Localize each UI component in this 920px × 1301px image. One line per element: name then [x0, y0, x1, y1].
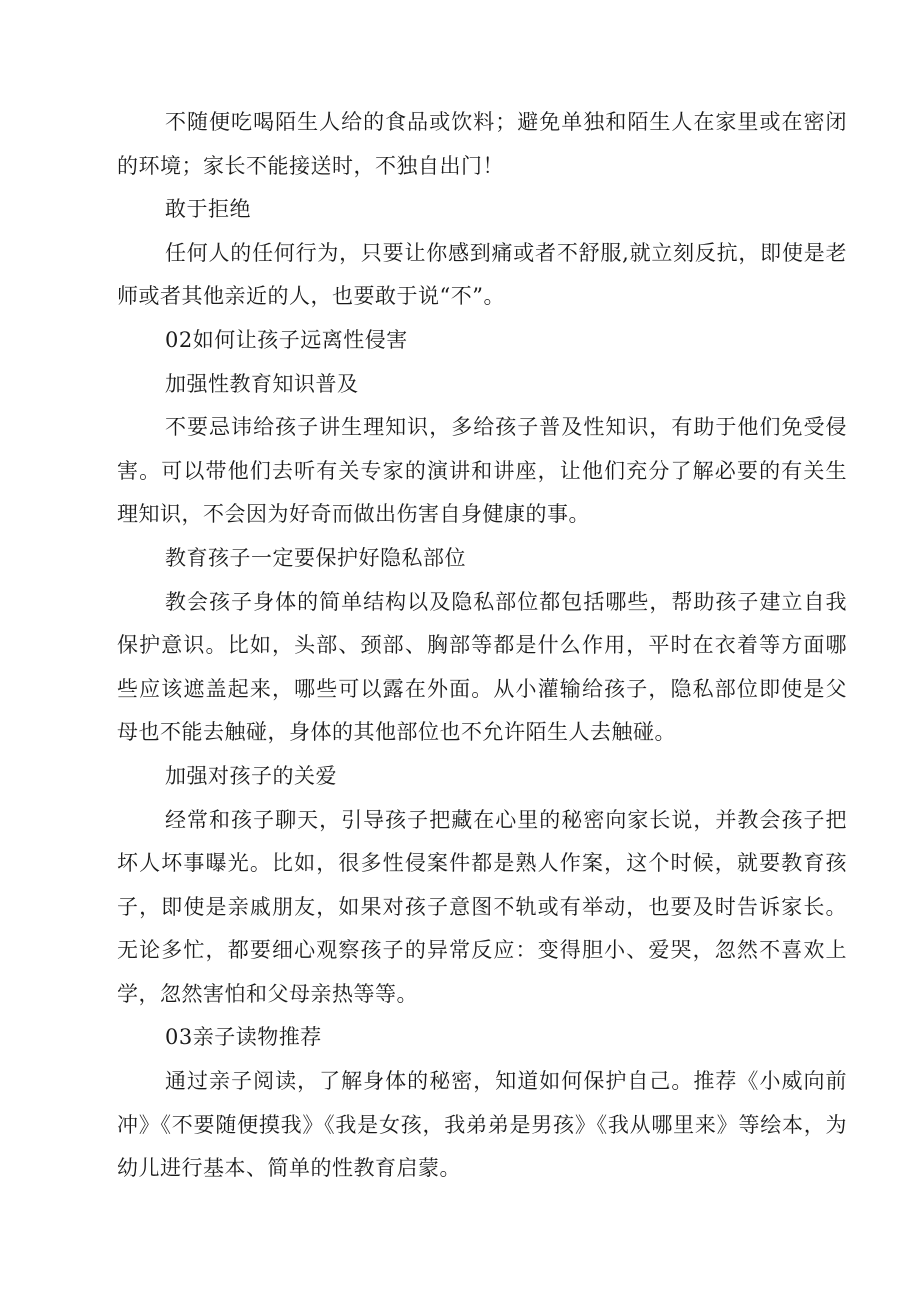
heading-care: 加强对孩子的关爱	[165, 763, 337, 788]
paragraph-care: 经常和孩子聊天，引导孩子把藏在心里的秘密向家长说，并教会孩子把坏人坏事曝光。比如，很多性侵案件都是熟人作案，这个时候，就要教育孩子，即使是亲戚朋友，如果对孩子意图不轨或有举动，也要及时告诉家长。无论多忙，都要细心观察孩子的异常反应：变得胆小、爱哭，忽然不喜欢上学，忽然害怕和父母亲热等等。	[117, 807, 847, 1006]
heading-sex-education: 加强性教育知识普及	[165, 371, 359, 396]
section-heading-02: 02如何让孩子远离性侵害	[165, 327, 408, 352]
heading-private-parts: 教育孩子一定要保护好隐私部位	[165, 545, 466, 570]
paragraph-private-parts: 教会孩子身体的简单结构以及隐私部位都包括哪些，帮助孩子建立自我保护意识。比如，头部、颈部、胸部等都是什么作用，平时在衣着等方面哪些应该遮盖起来，哪些可以露在外面。从小灌输给孩子，隐私部位即使是父母也不能去触碰，身体的其他部位也不允许陌生人去触碰。	[117, 589, 847, 745]
paragraph-refuse: 任何人的任何行为，只要让你感到痛或者不舒服,就立刻反抗，即使是老师或者其他亲近的人，也要敢于说“不”。	[117, 240, 847, 309]
paragraph-safety-rules: 不随便吃喝陌生人给的食品或饮料；避免单独和陌生人在家里或在密闭的环境；家长不能接送时，不独自出门！	[117, 110, 847, 178]
heading-dare-to-refuse: 敢于拒绝	[165, 197, 251, 222]
paragraph-reading: 通过亲子阅读，了解身体的秘密，知道如何保护自己。推荐《小威向前冲》《不要随便摸我》《我是女孩，我弟弟是男孩》《我从哪里来》等绘本，为幼儿进行基本、简单的性教育启蒙。	[117, 1069, 847, 1181]
section-heading-03: 03亲子读物推荐	[165, 1025, 322, 1050]
paragraph-sex-education: 不要忌讳给孩子讲生理知识，多给孩子普及性知识，有助于他们免受侵害。可以带他们去听有关专家的演讲和讲座，让他们充分了解必要的有关生理知识，不会因为好奇而做出伤害自身健康的事。	[117, 415, 847, 527]
document-body	[117, 101, 847, 1191]
